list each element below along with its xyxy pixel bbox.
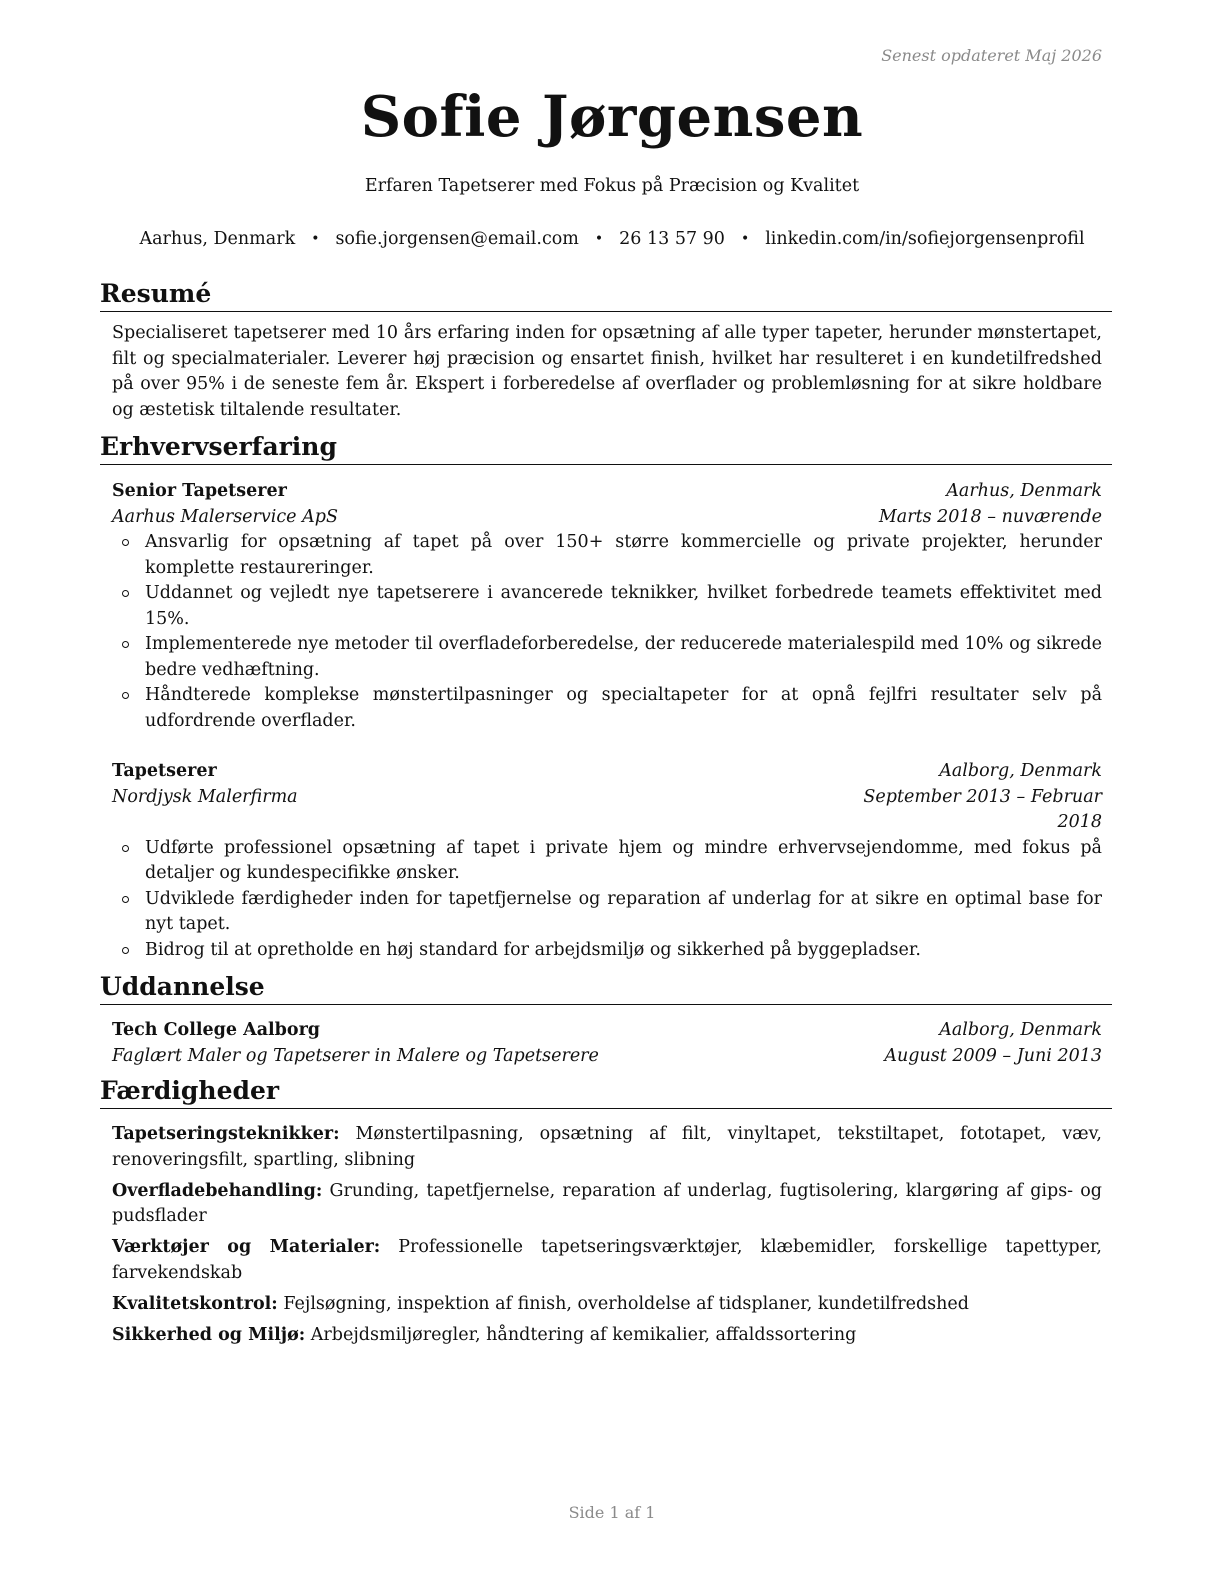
bullet-separator: •: [594, 231, 604, 247]
bullet-text: Håndterede komplekse mønstertilpasninger og specialtapeter for at opnå fejlfri resultater selv på udfordrende overflader.: [145, 685, 1102, 731]
skill-text: Grunding, tapetfjernelse, reparation af underlag, fugtisolering, klargøring af gips- og pudsflader: [112, 1180, 1102, 1226]
bullet-separator: •: [740, 231, 750, 247]
contact-linkedin[interactable]: linkedin.com/in/sofiejorgensenprofil: [765, 229, 1085, 249]
circle-bullet-icon: [122, 896, 129, 903]
skill-item: [112, 1292, 1102, 1318]
education-dates: August 2009 – Juni 2013: [884, 1045, 1102, 1066]
job-bullets: [112, 530, 1102, 734]
bullet-separator: •: [311, 231, 320, 247]
candidate-name: Sofie Jørgensen: [360, 84, 864, 150]
school-location: Aalborg, Denmark: [939, 1020, 1102, 1040]
list-item: [112, 530, 1102, 581]
list-item: [112, 887, 1102, 938]
section-title-experience: Erhvervserfaring: [100, 431, 1112, 465]
job-company: Aarhus Malerservice ApS: [112, 506, 338, 527]
skill-text: Arbejdsmiljøregler, håndtering af kemikalier, affaldssortering: [310, 1324, 857, 1345]
school-name: Tech College Aalborg: [112, 1020, 321, 1040]
bullet-text: Udviklede færdigheder inden for tapetfjernelse og reparation af underlag for at sikre en optimal base for nyt tapet.: [145, 888, 1102, 934]
section-title-summary: Resumé: [100, 278, 1112, 312]
contact-line: [0, 229, 1224, 249]
summary-text: Specialiseret tapetserer med 10 års erfaring inden for opsætning af alle typer tapeter, herunder mønstertapet, filt og specialmaterialer. Leverer høj præcision og ensartet finish, hvilket har resulteret i en kundetilfredshed på over 95% i de seneste fem år. Ekspert i forberedelse af overflader og problemløsning for at sikre holdbare og æstetisk tiltalende resultater.: [112, 323, 1102, 420]
circle-bullet-icon: [122, 539, 129, 546]
list-item: [112, 938, 1102, 964]
circle-bullet-icon: [122, 692, 129, 699]
bullet-text: Ansvarlig for opsætning af tapet på over 150+ større kommercielle og private projekter, herunder komplette restaureringer.: [145, 532, 1102, 578]
job-bullets: [112, 836, 1102, 964]
skill-item: [112, 1122, 1102, 1173]
degree: Faglært Maler og Tapetserer in Malere og Tapetserere: [112, 1045, 599, 1066]
job-location: Aalborg, Denmark: [939, 761, 1102, 781]
list-item: [112, 836, 1102, 887]
job-entry: [112, 759, 1102, 963]
job-company: Nordjysk Malerfirma: [112, 786, 298, 807]
skill-text: Mønstertilpasning, opsætning af filt, vinyltapet, tekstiltapet, fototapet, væv, renoveringsfilt, spartling, slibning: [112, 1124, 1102, 1170]
list-item: [112, 632, 1102, 683]
skill-text: Fejlsøgning, inspektion af finish, overholdelse af tidsplaner, kundetilfredshed: [283, 1293, 969, 1314]
skill-label: Værktøjer og Materialer:: [112, 1237, 381, 1257]
section-title-skills: Færdigheder: [100, 1075, 1112, 1109]
education-entry: [112, 1018, 1102, 1069]
skill-text: Professionelle tapetseringsværktøjer, klæbemidler, forskellige tapettyper, farvekendskab: [112, 1237, 1102, 1283]
bullet-text: Bidrog til at opretholde en høj standard for arbejdsmiljø og sikkerhed på byggepladser.: [145, 939, 921, 960]
skill-label: Sikkerhed og Miljø:: [112, 1324, 306, 1345]
contact-phone: 26 13 57 90: [619, 229, 725, 249]
contact-email[interactable]: sofie.jorgensen@email.com: [335, 229, 579, 249]
job-dates: September 2013 – Februar 2018: [863, 786, 1102, 832]
circle-bullet-icon: [122, 947, 129, 954]
contact-location: Aarhus, Denmark: [139, 229, 296, 249]
skill-item: [112, 1235, 1102, 1286]
skill-item: [112, 1179, 1102, 1230]
circle-bullet-icon: [122, 641, 129, 648]
bullet-text: Implementerede nye metoder til overfladeforberedelse, der reducerede materialespild med 10% og sikrede bedre vedhæftning.: [145, 634, 1102, 680]
skill-label: Overfladebehandling:: [112, 1180, 323, 1201]
job-role: Tapetserer: [112, 761, 217, 781]
page-number: Side 1 af 1: [568, 1503, 656, 1522]
skill-label: Tapetseringsteknikker:: [112, 1124, 340, 1144]
tagline: Erfaren Tapetserer med Fokus på Præcision og Kvalitet: [364, 176, 860, 196]
job-dates: Marts 2018 – nuværende: [878, 506, 1102, 527]
bullet-text: Udførte professionel opsætning af tapet i private hjem og mindre erhvervsejendomme, med fokus på detaljer og kundespecifikke ønsker.: [145, 837, 1102, 883]
skill-label: Kvalitetskontrol:: [112, 1293, 278, 1314]
list-item: [112, 683, 1102, 734]
bullet-text: Uddannet og vejledt nye tapetserere i avancerede teknikker, hvilket forbedrede teamets effektivitet med 15%.: [145, 583, 1102, 629]
job-location: Aarhus, Denmark: [946, 481, 1102, 501]
resume-content: [100, 278, 1112, 1354]
job-role: Senior Tapetserer: [112, 481, 287, 501]
skill-item: [112, 1323, 1102, 1349]
last-updated-note: Senest opdateret Maj 2026: [881, 46, 1102, 65]
circle-bullet-icon: [122, 845, 129, 852]
skills-list: [112, 1122, 1102, 1348]
circle-bullet-icon: [122, 590, 129, 597]
section-title-education: Uddannelse: [100, 971, 1112, 1005]
job-entry: [112, 479, 1102, 734]
list-item: [112, 581, 1102, 632]
